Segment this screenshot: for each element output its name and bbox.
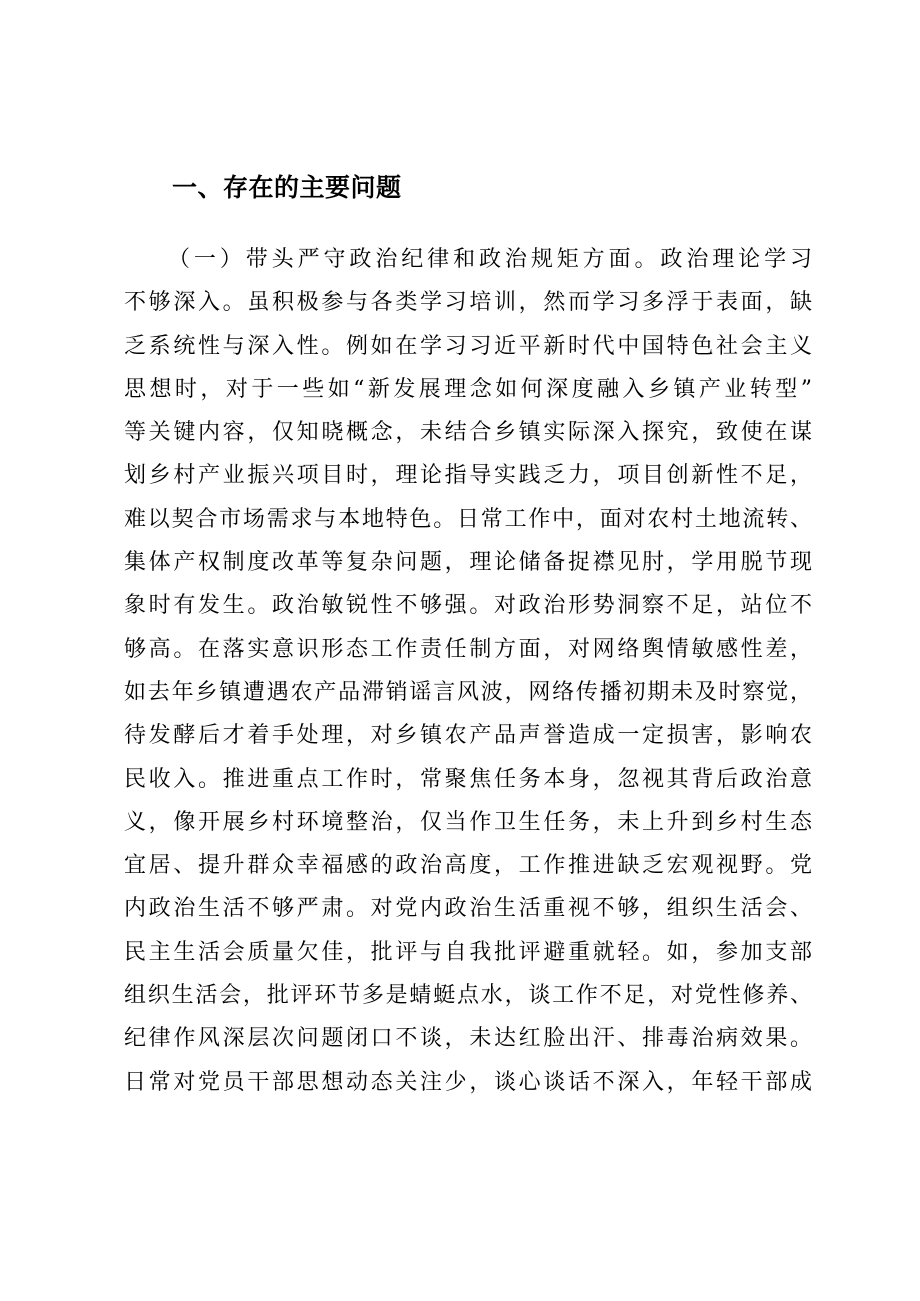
- paragraph-line: 民主生活会质量欠佳，批评与自我批评避重就轻。如，参加支部: [124, 939, 812, 965]
- paragraph-line: 象时有发生。政治敏锐性不够强。对政治形势洞察不足，站位不: [124, 593, 812, 619]
- paragraph-line: 如去年乡镇遭遇农产品滞销谣言风波，网络传播初期未及时察觉，: [124, 679, 812, 705]
- paragraph-line: 思想时，对于一些如“新发展理念如何深度融入乡镇产业转型”: [124, 376, 812, 402]
- section-heading: 一、存在的主要问题: [172, 173, 402, 202]
- paragraph-line: 宜居、提升群众幸福感的政治高度，工作推进缺乏宏观视野。党: [124, 853, 812, 879]
- paragraph-line: 难以契合市场需求与本地特色。日常工作中，面对农村土地流转、: [124, 506, 812, 532]
- paragraph-line: 内政治生活不够严肃。对党内政治生活重视不够，组织生活会、: [124, 896, 812, 922]
- paragraph-line: 乏系统性与深入性。例如在学习习近平新时代中国特色社会主义: [124, 333, 812, 359]
- paragraph-line: 不够深入。虽积极参与各类学习培训，然而学习多浮于表面，缺: [124, 290, 812, 316]
- paragraph-line: 日常对党员干部思想动态关注少，谈心谈话不深入，年轻干部成: [124, 1069, 812, 1095]
- paragraph-line: 集体产权制度改革等复杂问题，理论储备捉襟见肘，学用脱节现: [124, 550, 812, 576]
- paragraph-line: 义，像开展乡村环境整治，仅当作卫生任务，未上升到乡村生态: [124, 809, 812, 835]
- paragraph-line: 待发酵后才着手处理，对乡镇农产品声誉造成一定损害，影响农: [124, 723, 812, 749]
- paragraph-line: 够高。在落实意识形态工作责任制方面，对网络舆情敏感性差，: [124, 636, 812, 662]
- paragraph-line: 组织生活会，批评环节多是蜻蜓点水，谈工作不足，对党性修养、: [124, 983, 812, 1009]
- paragraph-line: 等关键内容，仅知晓概念，未结合乡镇实际深入探究，致使在谋: [124, 420, 812, 446]
- paragraph-line: 划乡村产业振兴项目时，理论指导实践乏力，项目创新性不足，: [124, 463, 812, 489]
- body-paragraph: [124, 238, 812, 1104]
- paragraph-line: 民收入。推进重点工作时，常聚焦任务本身，忽视其背后政治意: [124, 766, 812, 792]
- paragraph-line: （一）带头严守政治纪律和政治规矩方面。政治理论学习: [168, 247, 812, 272]
- paragraph-line: 纪律作风深层次问题闭口不谈，未达红脸出汗、排毒治病效果。: [124, 1026, 812, 1052]
